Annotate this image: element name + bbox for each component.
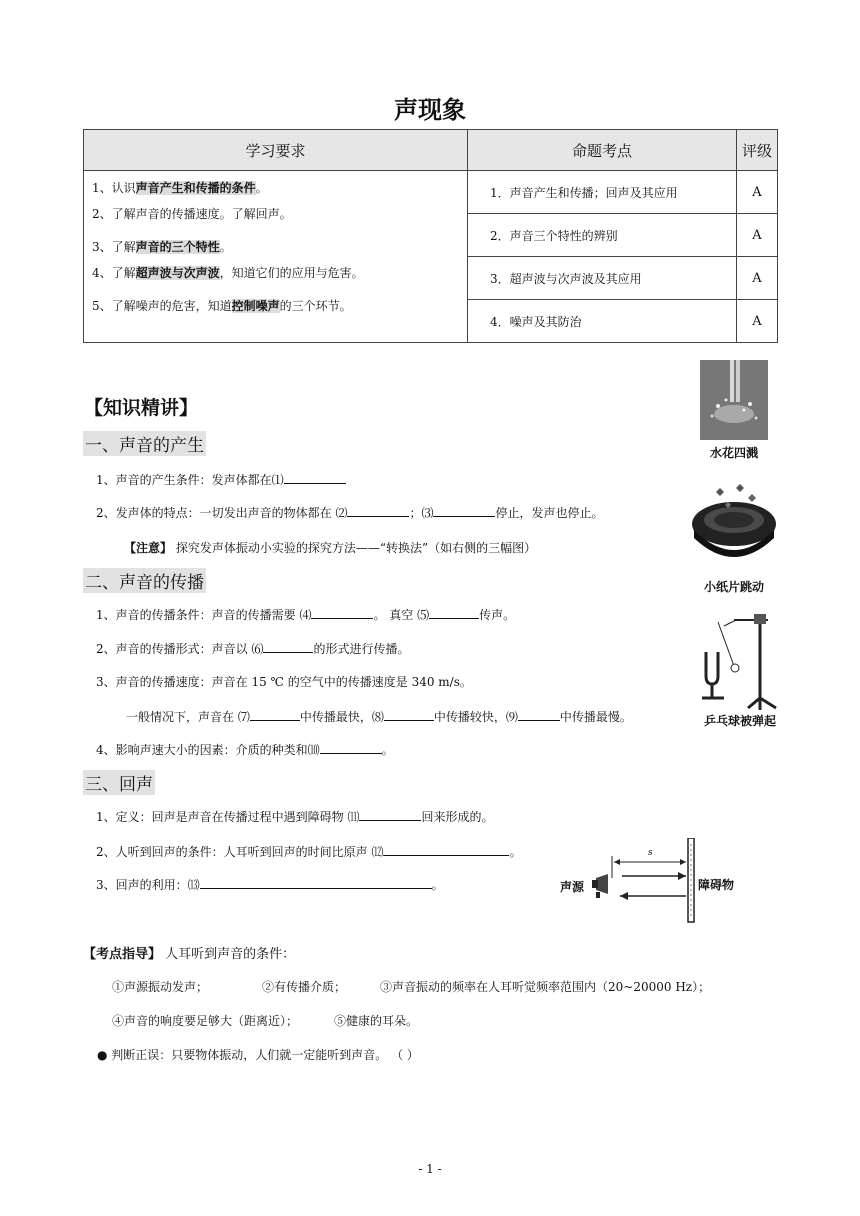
requirement-item: 2、了解声音的传播速度。了解回声。 xyxy=(92,207,292,221)
caption-paper: 小纸片跳动 xyxy=(703,580,764,594)
paper-jumping-image xyxy=(690,478,778,572)
part2-line5: 4、影响声速大小的因素：介质的种类和⑽ 。 xyxy=(96,743,394,757)
echo-diagram xyxy=(560,838,770,926)
requirement-item: 5、了解噪声的危害，知道控制噪声的三个环节。 xyxy=(92,299,352,313)
blank-9[interactable] xyxy=(518,708,560,721)
blank-5[interactable] xyxy=(429,606,479,619)
requirement-item: 3、了解声音的三个特性。 xyxy=(92,240,232,254)
blank-1[interactable] xyxy=(284,471,346,484)
blank-4[interactable] xyxy=(311,606,373,619)
part2-line3: 3、声音的传播速度：声音在 15 ℃ 的空气中的传播速度是 340 m/s。 xyxy=(96,675,472,689)
caption-water: 水花四溅 xyxy=(709,446,758,460)
blank-11[interactable] xyxy=(359,808,421,821)
table-header-row xyxy=(84,130,778,171)
blank-2[interactable] xyxy=(347,504,409,517)
caption-pingpong: 乒乓球被弹起 xyxy=(703,714,776,728)
requirement-item: 1、认识声音产生和传播的条件。 xyxy=(92,181,268,195)
grade-cell: A xyxy=(737,300,778,343)
requirements-cell xyxy=(84,171,468,343)
topic-cell: 1．声音产生和传播；回声及其应用 xyxy=(468,171,737,214)
blank-13[interactable] xyxy=(200,876,432,889)
part1-note: 【注意】 探究发声体振动小实验的探究方法——“转换法”（如右侧的三幅图） xyxy=(124,541,537,555)
part1-heading: 一、声音的产生 xyxy=(83,431,206,456)
blank-12[interactable] xyxy=(383,843,509,856)
table-row xyxy=(84,171,778,214)
part2-line2: 2、声音的传播形式：声音以 ⑹ 的形式进行传播。 xyxy=(96,642,410,656)
requirements-table xyxy=(83,129,778,343)
topic-cell: 4．噪声及其防治 xyxy=(468,300,737,343)
requirement-item: 4、了解超声波与次声波，知道它们的应用与危害。 xyxy=(92,266,364,280)
page-number: - 1 - xyxy=(418,1162,442,1176)
header-requirements: 学习要求 xyxy=(84,130,468,171)
part1-line2: 2、发声体的特点：一切发出声音的物体都在 ⑵ ；⑶ 停止，发声也停止。 xyxy=(96,506,604,520)
blank-3[interactable] xyxy=(433,504,495,517)
blank-8[interactable] xyxy=(384,708,434,721)
topic-cell: 3．超声波与次声波及其应用 xyxy=(468,257,737,300)
part2-line1: 1、声音的传播条件：声音的传播需要 ⑷ 。 真空 ⑸ 传声。 xyxy=(96,608,516,622)
part1-line1: 1、声音的产生条件：发声体都在⑴ xyxy=(96,471,346,488)
part3-line1: 1、定义：回声是声音在传播过程中遇到障碍物 ⑾ 回来形成的。 xyxy=(96,810,494,824)
part3-line2: 2、人听到回声的条件：人耳听到回声的时间比原声 ⑿ 。 xyxy=(96,845,522,859)
guide-conditions-row1: ①声源振动发声； ②有传播介质； ③声音振动的频率在人耳听觉频率范围内（20~20000 Hz）； xyxy=(112,980,711,994)
pingpong-image xyxy=(698,612,780,712)
page-title: 声现象 xyxy=(394,96,466,124)
grade-cell: A xyxy=(737,171,778,214)
water-splash-image xyxy=(700,360,768,440)
part3-heading: 三、回声 xyxy=(83,770,155,795)
section-heading: 【知识精讲】 xyxy=(84,397,199,419)
guide-heading: 【考点指导】 人耳听到声音的条件： xyxy=(83,947,296,962)
part3-line3: 3、回声的利用：⒀ 。 xyxy=(96,878,444,892)
judge-question: ● 判断正误：只要物体振动，人们就一定能听到声音。 （ ） xyxy=(97,1048,419,1062)
grade-cell: A xyxy=(737,257,778,300)
blank-6[interactable] xyxy=(263,640,313,653)
header-topics: 命题考点 xyxy=(468,130,737,171)
blank-7[interactable] xyxy=(250,708,300,721)
grade-cell: A xyxy=(737,214,778,257)
guide-conditions-row2: ④声音的响度要足够大（距离近）； ⑤健康的耳朵。 xyxy=(112,1014,419,1028)
blank-10[interactable] xyxy=(320,741,382,754)
part2-heading: 二、声音的传播 xyxy=(83,568,206,593)
label-obstacle: 障碍物 xyxy=(698,878,735,892)
header-grade: 评级 xyxy=(737,130,778,171)
label-distance: s xyxy=(648,848,653,858)
label-source: 声源 xyxy=(560,880,585,894)
part2-line4: 一般情况下，声音在 ⑺ 中传播最快，⑻ 中传播较快，⑼ 中传播最慢。 xyxy=(126,710,632,724)
topic-cell: 2．声音三个特性的辨别 xyxy=(468,214,737,257)
